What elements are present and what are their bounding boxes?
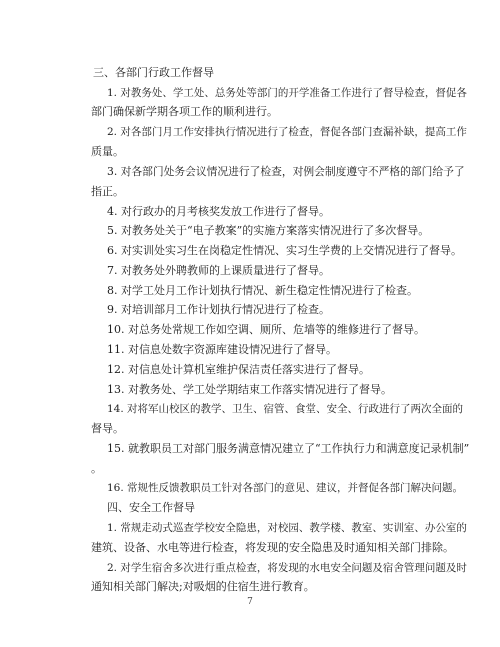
text-line — [0, 422, 500, 436]
text-line-content: 四、安全工作督导 — [107, 501, 195, 514]
text-line-content: 11. 对信息处数字资源库建设情况进行了督导。 — [107, 343, 337, 356]
text-line-content: 2. 对学生宿舍多次进行重点检查，将发现的水电安全问题及宿舍管理问题及时 — [107, 562, 467, 574]
text-line-content: 16. 常规性反馈教职员工针对各部门的意见、建议，并督促各部门解决问题。 — [107, 482, 464, 494]
text-line-content: 13. 对教务处、学工处学期结束工作落实情况进行了督导。 — [107, 383, 392, 396]
text-line-content: 3. 对各部门处务会议情况进行了检查，对例会制度遵守不严格的部门给予了 — [107, 165, 465, 178]
text-line-content: 通知相关部门解决;对吸烟的住宿生进行教育。 — [91, 580, 315, 593]
text-line — [0, 323, 500, 337]
text-line — [0, 561, 500, 575]
text-line — [0, 86, 500, 100]
text-line — [0, 501, 500, 515]
text-line — [0, 264, 500, 278]
text-line-content: 督导。 — [91, 422, 124, 435]
text-line — [0, 66, 500, 80]
text-line — [0, 580, 500, 594]
text-line-content: 指正。 — [91, 185, 124, 198]
text-line — [0, 205, 500, 219]
text-line-content: 5. 对教务处关于“电子教案”的实施方案落实情况进行了多次督导。 — [107, 224, 430, 237]
text-line — [0, 145, 500, 159]
text-line — [0, 224, 500, 238]
text-line-content: 12. 对信息处计算机室维护保洁责任落实进行了督导。 — [107, 363, 370, 376]
text-line — [0, 383, 500, 397]
text-line — [0, 185, 500, 199]
text-line — [0, 343, 500, 357]
text-line — [0, 541, 500, 555]
text-line-content: 建筑、设备、水电等进行检查，将发现的安全隐患及时通知相关部门排除。 — [91, 541, 454, 554]
text-line — [0, 521, 500, 535]
page-number: 7 — [247, 597, 253, 607]
text-line-content: 10. 对总务处常规工作如空调、厕所、危墙等的维修进行了督导。 — [107, 323, 425, 336]
text-line-content: 质量。 — [91, 145, 124, 158]
text-line-content: 7. 对教务处外聘教师的上课质量进行了督导。 — [107, 264, 330, 277]
text-line-content: 部门确保新学期各项工作的顺利进行。 — [91, 105, 278, 118]
text-line — [0, 303, 500, 317]
text-line-content: 。 — [91, 462, 102, 475]
text-line-content: 8. 对学工处月工作计划执行情况、新生稳定性情况进行了检查。 — [107, 284, 418, 297]
text-line-content: 6. 对实训处实习生在岗稳定性情况、实习生学费的上交情况进行了督导。 — [107, 244, 462, 257]
text-line — [0, 363, 500, 377]
text-line-content: 14. 对将军山校区的教学、卫生、宿管、食堂、安全、行政进行了两次全面的 — [107, 403, 464, 415]
text-line — [0, 165, 500, 179]
text-line — [0, 125, 500, 139]
text-line — [0, 402, 500, 416]
text-line-content: 三、各部门行政工作督导 — [93, 66, 214, 79]
text-line — [0, 442, 500, 456]
text-line-content: 15. 就教职员工对部门服务满意情况建立了“工作执行力和满意度记录机制” — [107, 442, 470, 455]
text-line-content: 4. 对行政办的月考核奖发放工作进行了督导。 — [107, 205, 330, 218]
text-line — [0, 105, 500, 119]
text-line-content: 1. 常规走动式巡查学校安全隐患，对校园、教学楼、教室、实训室、办公室的 — [107, 522, 467, 534]
text-line — [0, 244, 500, 258]
text-line — [0, 481, 500, 495]
text-line — [0, 462, 500, 476]
text-line-content: 9. 对培训部月工作计划执行情况进行了检查。 — [107, 303, 330, 316]
text-line-content: 2. 对各部门月工作安排执行情况进行了检查，督促各部门查漏补缺，提高工作 — [107, 126, 467, 138]
text-line — [0, 284, 500, 298]
text-line-content: 1. 对教务处、学工处、总务处等部门的开学准备工作进行了督导检查，督促各 — [107, 87, 467, 99]
